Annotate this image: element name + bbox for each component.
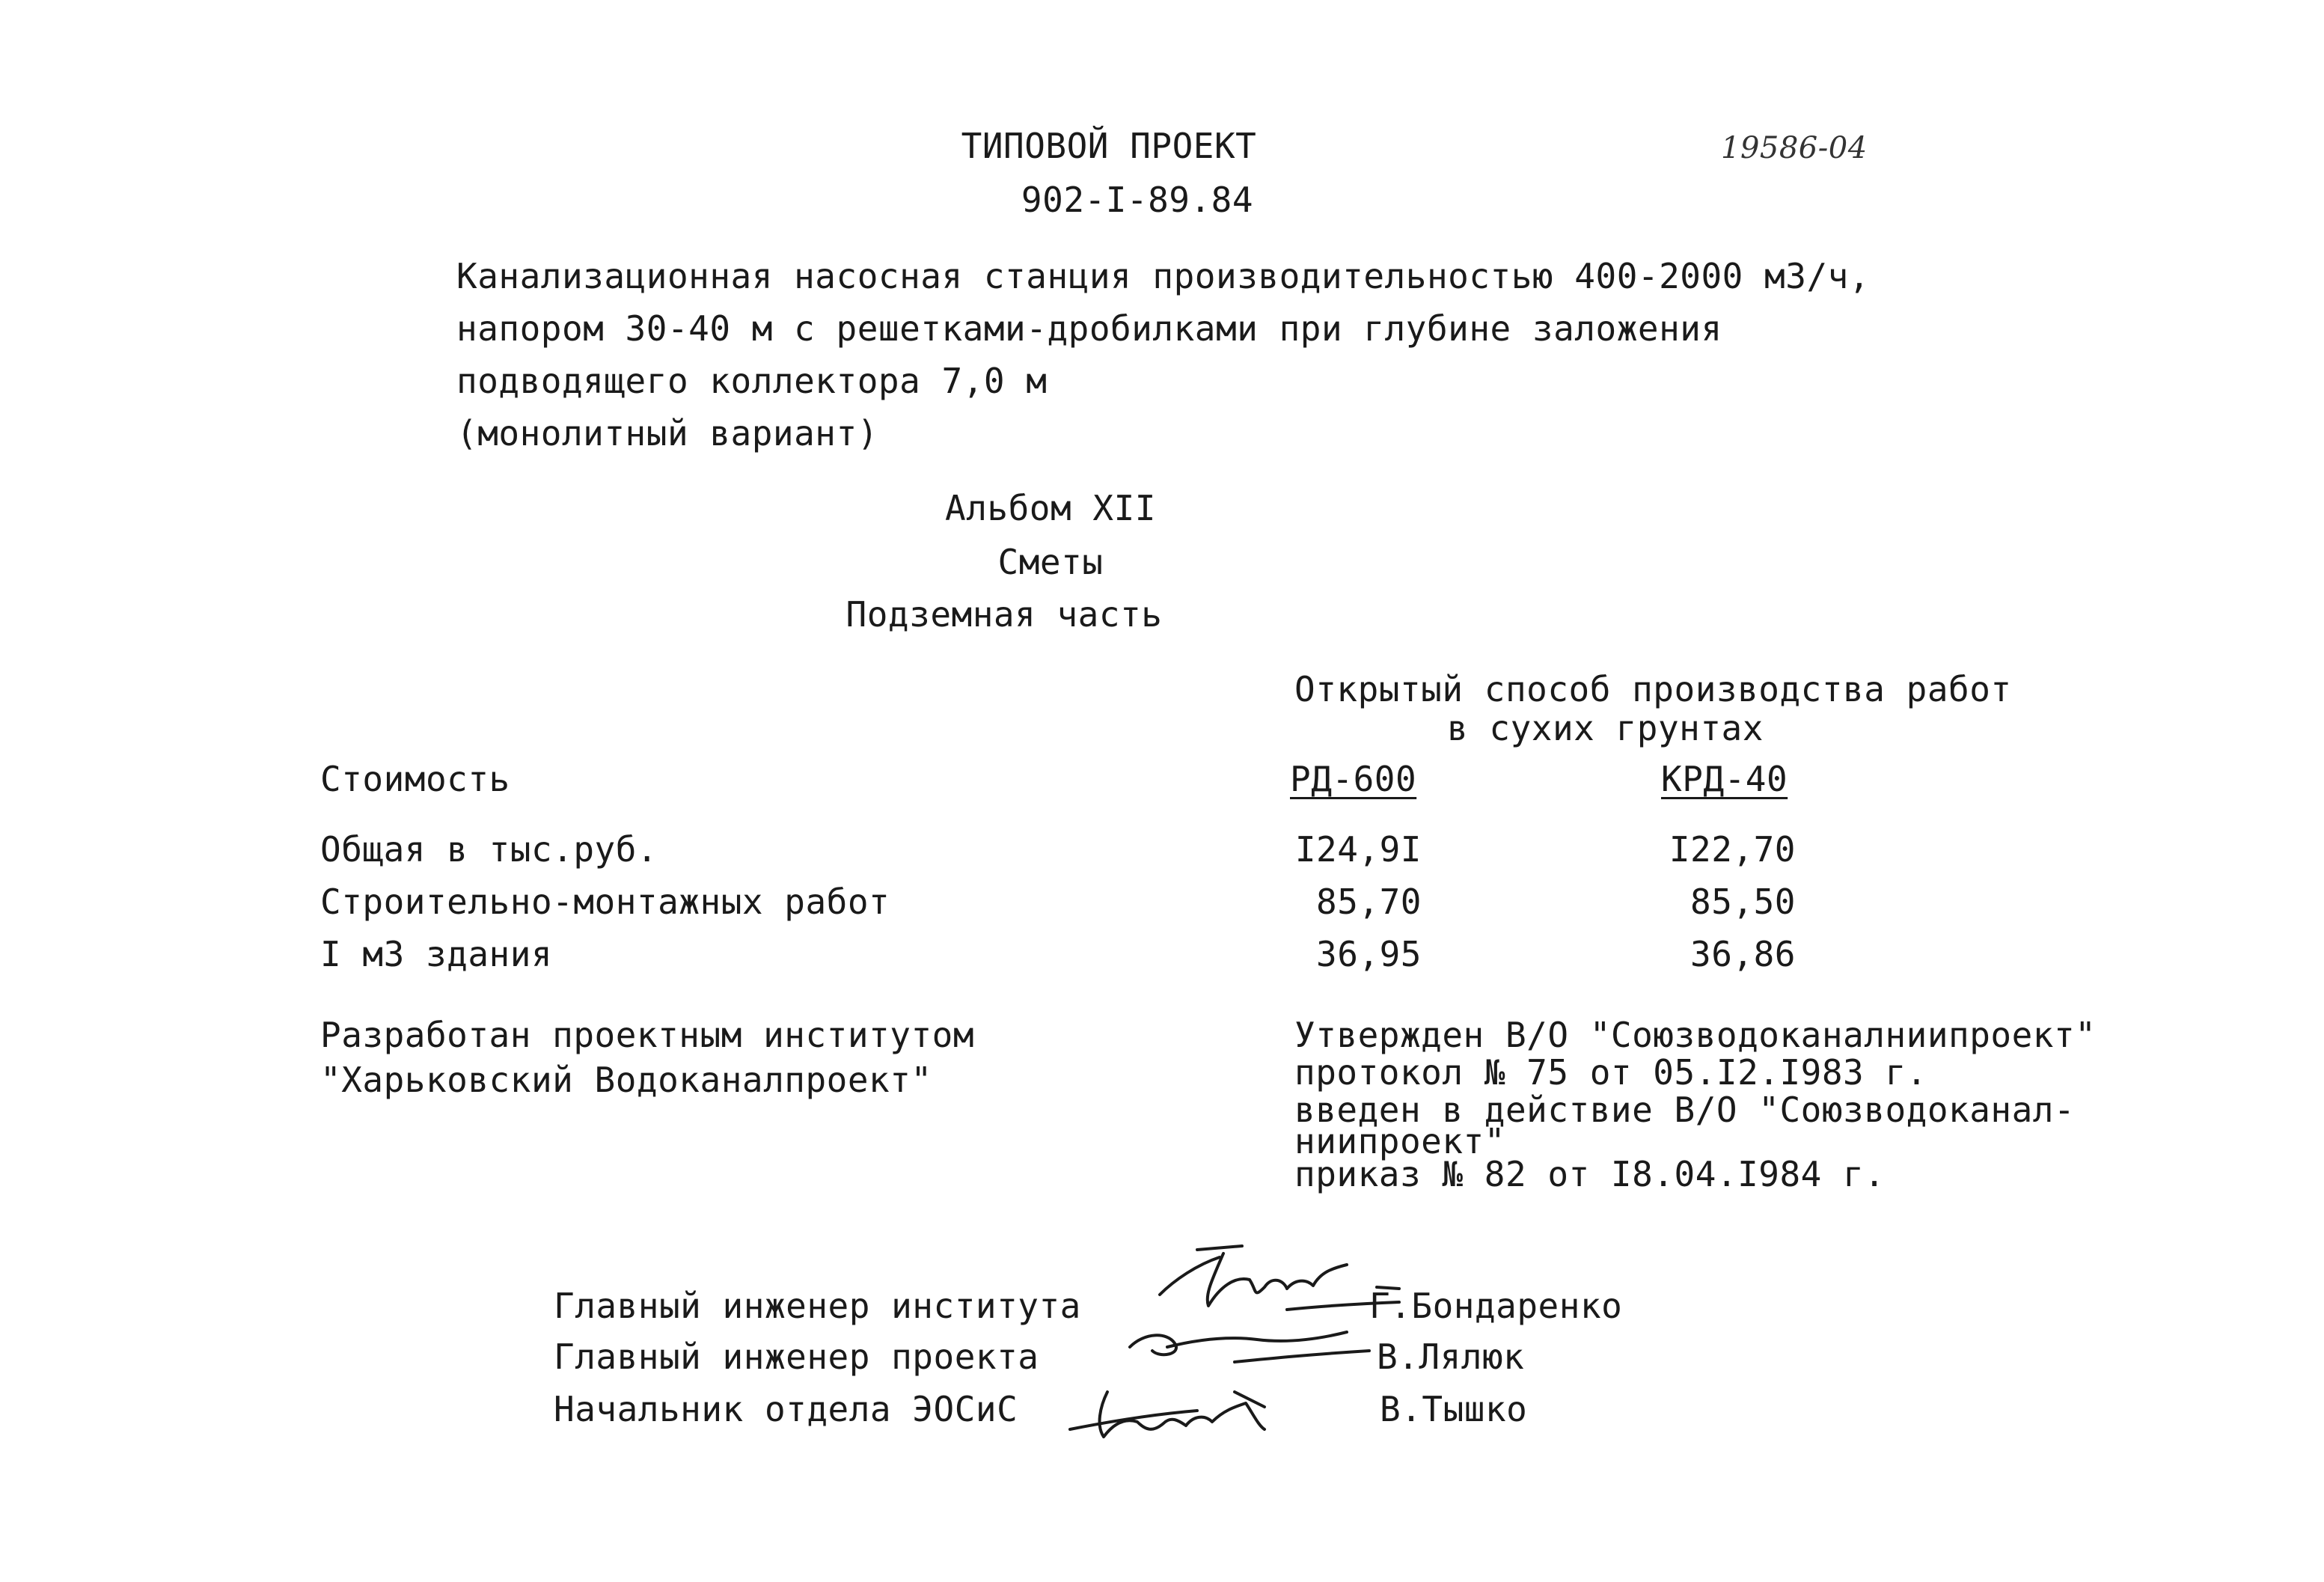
signature-scribble-3	[1062, 1369, 1347, 1452]
description-line-2: напором 30-40 м с решетками-дробилками при глубине заложения	[456, 308, 1722, 349]
cost-header-label: Стоимость	[320, 759, 510, 799]
row-label-construction: Строительно-монтажных работ	[320, 882, 890, 922]
signature-scribble-1	[1152, 1235, 1452, 1325]
approval-line-1: Утвержден В/О "Союзводоканалниипроект"	[1294, 1015, 2097, 1055]
row-label-total: Общая в тыс.руб.	[320, 829, 658, 870]
signature-position-2: Главный инженер проекта	[554, 1337, 1039, 1377]
signature-name-2: В.Лялюк	[1377, 1337, 1525, 1377]
method-line-1: Открытый способ производства работ	[1294, 669, 2012, 709]
approval-line-3: введен в действие В/О "Союзводоканал-	[1294, 1090, 2076, 1130]
project-type: ТИПОВОЙ ПРОЕКТ	[961, 126, 1257, 166]
signature-name-1: Г.Бондаренко	[1369, 1286, 1623, 1326]
description-line-1: Канализационная насосная станция производительностью 400-2000 м3/ч,	[456, 256, 1871, 296]
registry-number: 19586-04	[1721, 131, 1868, 165]
column-header-rd600: РД-600	[1290, 759, 1417, 799]
album-subtitle: Подземная часть	[845, 594, 1163, 635]
description-line-4: (монолитный вариант)	[456, 413, 878, 453]
cell-construction-rd600: 85,70	[1316, 882, 1422, 922]
method-line-2: в сухих грунтах	[1447, 708, 1764, 748]
column-header-krd40: КРД-40	[1661, 759, 1788, 799]
cell-total-krd40: I22,70	[1669, 829, 1796, 870]
project-number: 902-I-89.84	[1021, 180, 1254, 220]
cell-per-m3-krd40: 36,86	[1690, 934, 1796, 974]
signature-name-3: В.Тышко	[1380, 1389, 1528, 1429]
cell-total-rd600: I24,9I	[1294, 829, 1422, 870]
developer-line-2: "Харьковский Водоканалпроект"	[320, 1060, 932, 1100]
signature-position-1: Главный инженер института	[554, 1286, 1081, 1326]
approval-line-4: ниипроект"	[1294, 1121, 1505, 1161]
approval-line-2: протокол № 75 от 05.I2.I983 г.	[1294, 1052, 1927, 1093]
approval-line-5: приказ № 82 от I8.04.I984 г.	[1294, 1154, 1886, 1194]
cell-per-m3-rd600: 36,95	[1316, 934, 1422, 974]
album-number: Альбом XII	[945, 488, 1156, 528]
signature-position-3: Начальник отдела ЭОСиС	[554, 1389, 1018, 1429]
album-title: Сметы	[997, 542, 1104, 582]
description-line-3: подводящего коллектора 7,0 м	[456, 361, 1048, 401]
row-label-per-m3: I м3 здания	[320, 934, 553, 974]
developer-line-1: Разработан проектным институтом	[320, 1015, 975, 1055]
signature-scribble-2	[1122, 1317, 1392, 1377]
cell-construction-krd40: 85,50	[1690, 882, 1796, 922]
